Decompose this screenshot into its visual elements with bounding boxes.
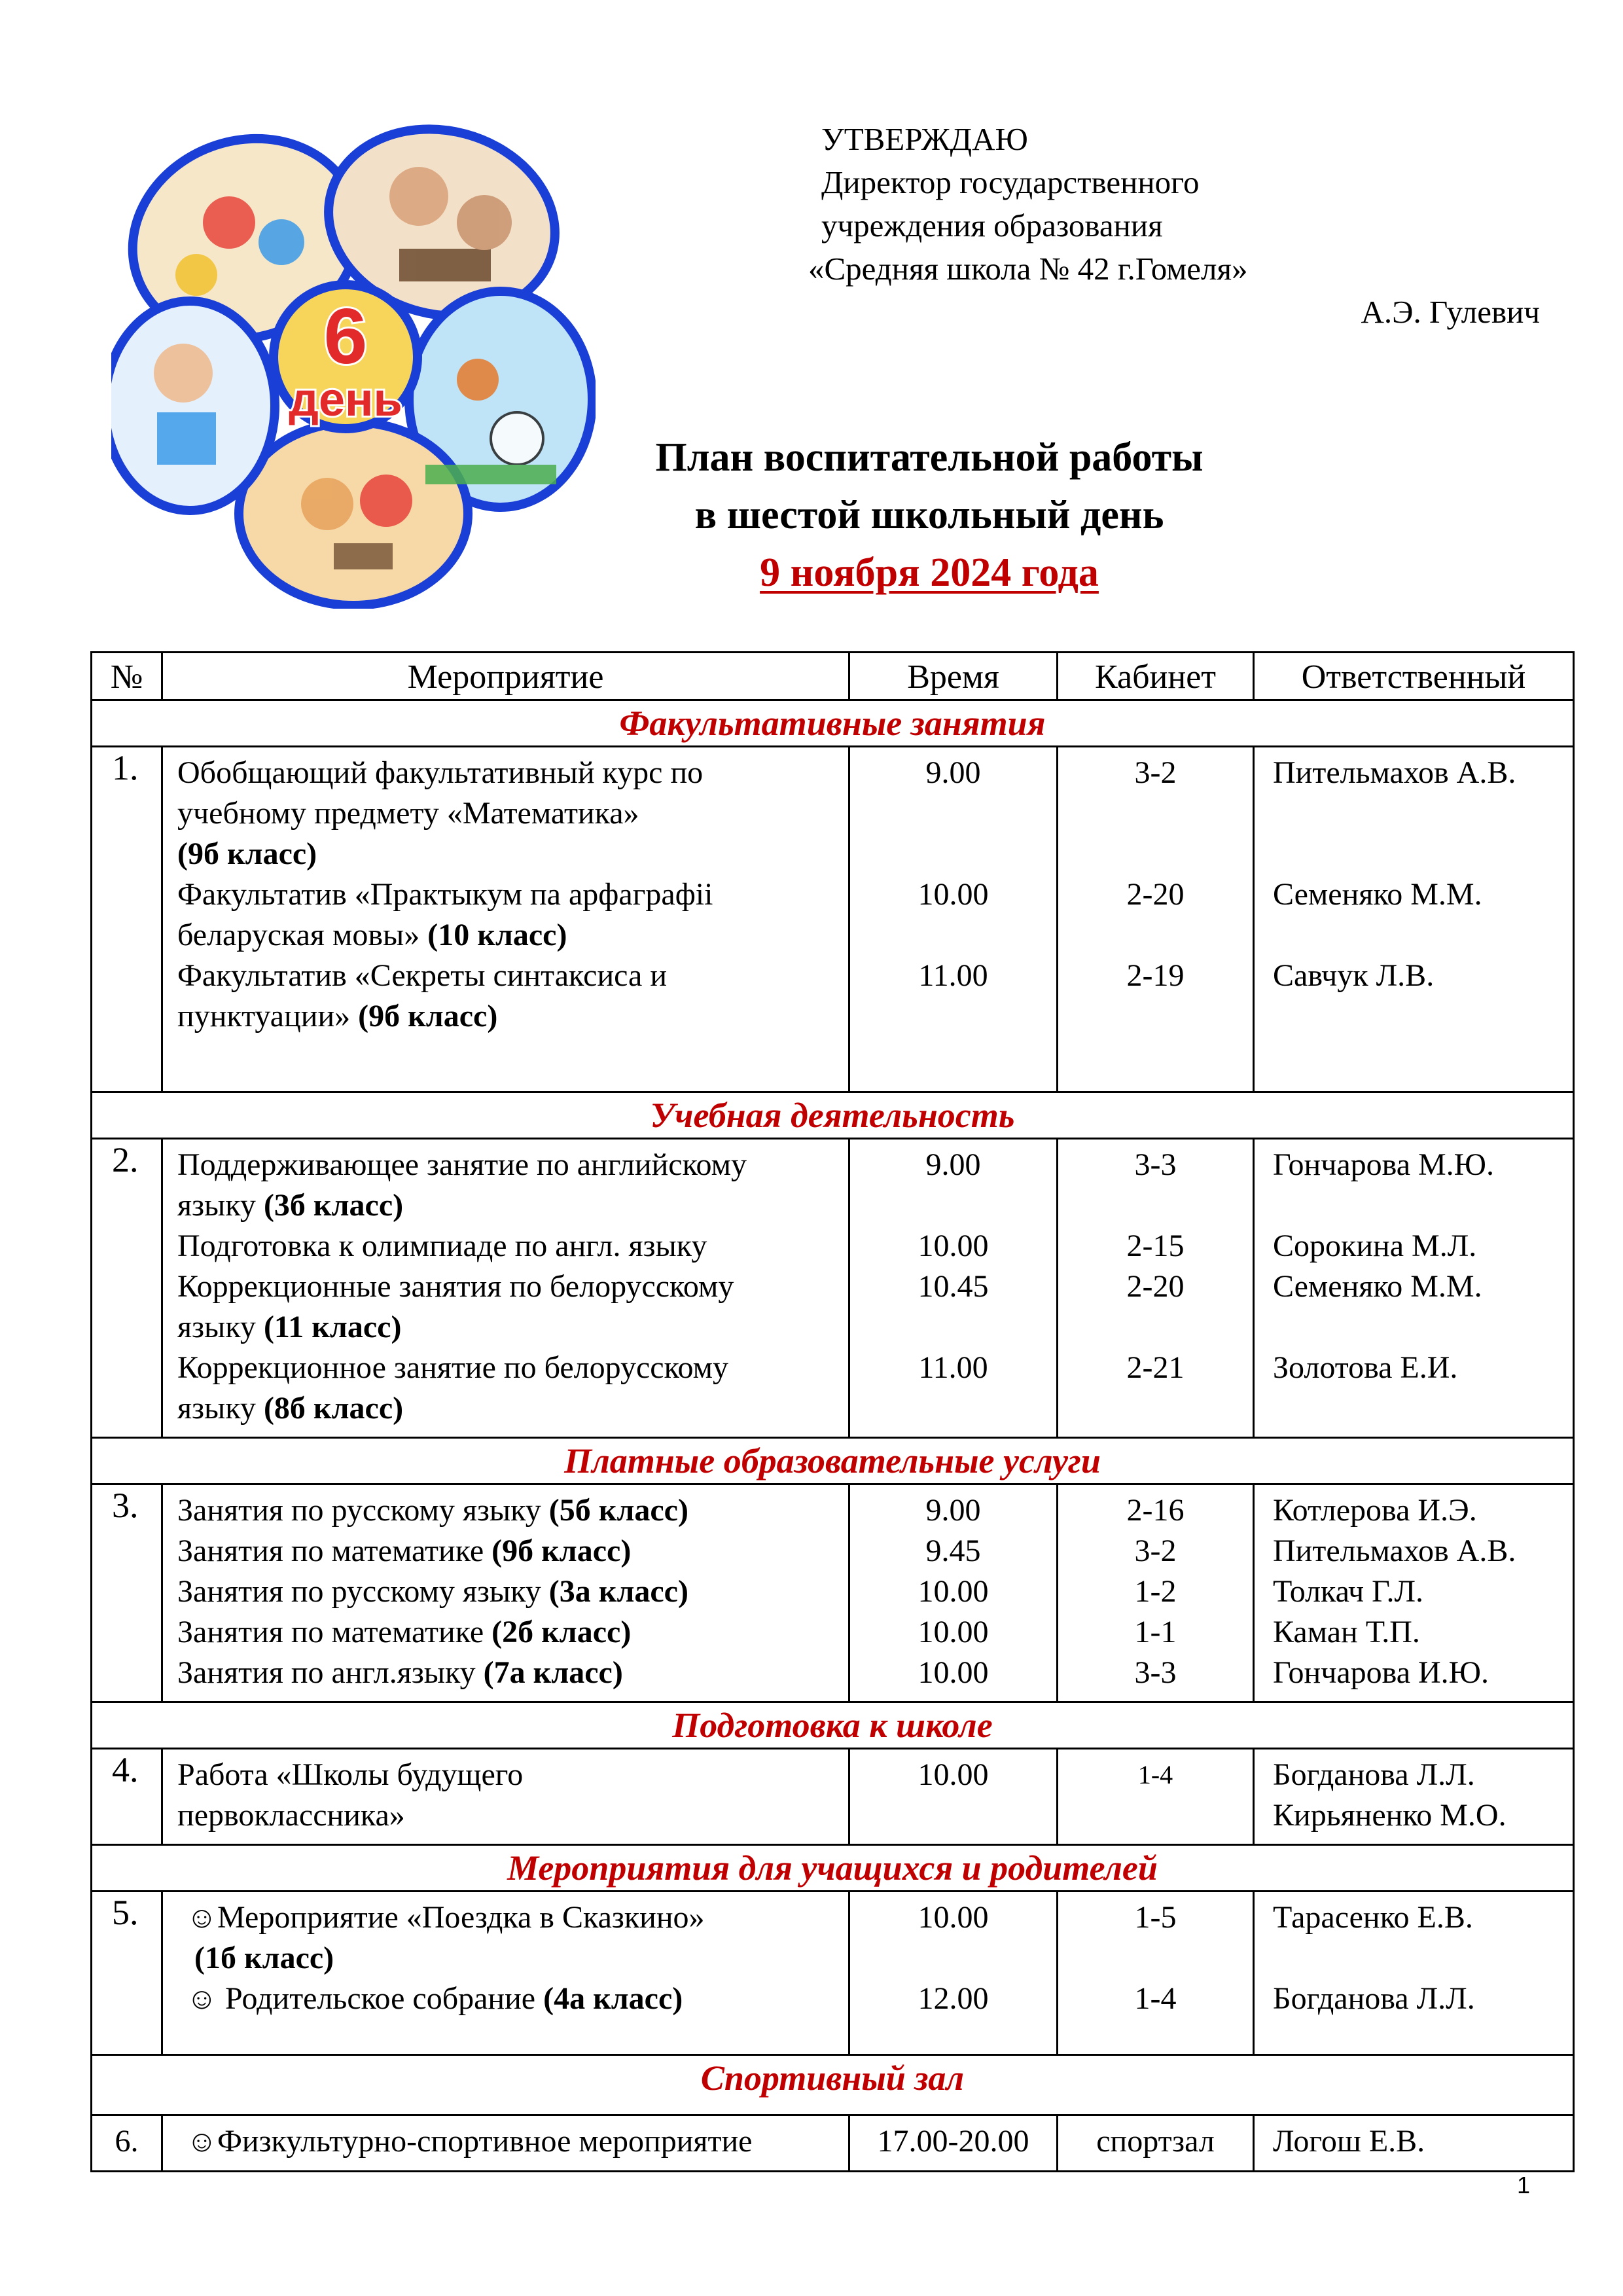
section-title: Спортивный зал <box>92 2055 1574 2115</box>
row-number: 2. <box>92 1139 162 1438</box>
section-title: Платные образовательные услуги <box>92 1438 1574 1484</box>
approval-institution: учреждения образования <box>821 207 1163 243</box>
approval-block <box>808 118 1561 334</box>
table-row <box>92 747 1574 1092</box>
table-row <box>92 1484 1574 1702</box>
responsible-cell: Гончарова М.Ю. Сорокина М.Л. Семеняко М.М. Золотова Е.И. <box>1254 1139 1574 1438</box>
time-cell: 10.00 <box>849 1749 1058 1845</box>
title-line-2: в шестой школьный день <box>694 493 1164 537</box>
section-title: Учебная деятельность <box>92 1092 1574 1139</box>
responsible-cell: Тарасенко Е.В. Богданова Л.Л. <box>1254 1892 1574 2055</box>
table-row <box>92 1749 1574 1845</box>
table-row <box>92 2115 1574 2172</box>
header-responsible: Ответственный <box>1254 653 1574 700</box>
title-date: 9 ноября 2024 года <box>760 550 1099 595</box>
section-row <box>92 1438 1574 1484</box>
event-cell: Обобщающий факультативный курс по учебному предмету «Математика» (9б класс) Факультатив «Практыкум па арфаграфіі беларуская мовы» (10 класс) Факультатив «Секреты синтаксиса и пунктуации» (9б класс) <box>162 747 849 1092</box>
plan-table <box>90 651 1575 2172</box>
page-number: 1 <box>1517 2172 1531 2198</box>
section-row <box>92 1092 1574 1139</box>
approval-school: «Средняя школа № 42 г.Гомеля» <box>808 251 1248 287</box>
responsible-cell: Пительмахов А.В. Семеняко М.М. Савчук Л.В. <box>1254 747 1574 1092</box>
header-time: Время <box>849 653 1058 700</box>
room-cell: спортзал <box>1058 2115 1254 2172</box>
table-row <box>92 1892 1574 2055</box>
approval-heading: УТВЕРЖДАЮ <box>821 121 1028 157</box>
smiley-icon: ☺ <box>187 2125 217 2158</box>
room-cell: 2-16 3-2 1-2 1-1 3-3 <box>1058 1484 1254 1702</box>
event-cell: Занятия по русскому языку (5б класс) Занятия по математике (9б класс) Занятия по русскому языку (3а класс) Занятия по математике (2б класс) Занятия по англ.языку (7а класс) <box>162 1484 849 1702</box>
responsible-cell: Богданова Л.Л. Кирьяненко М.О. <box>1254 1749 1574 1845</box>
responsible-cell: Логош Е.В. <box>1254 2115 1574 2172</box>
time-cell: 10.00 12.00 <box>849 1892 1058 2055</box>
responsible-cell: Котлерова И.Э. Пительмахов А.В. Толкач Г.Л. Каман Т.П. Гончарова И.Ю. <box>1254 1484 1574 1702</box>
room-cell: 1-5 1-4 <box>1058 1892 1254 2055</box>
time-cell: 17.00-20.00 <box>849 2115 1058 2172</box>
room-cell: 1-4 <box>1058 1749 1254 1845</box>
table-header-row <box>92 653 1574 700</box>
row-number: 3. <box>92 1484 162 1702</box>
event-cell: ☺Физкультурно-спортивное мероприятие <box>162 2115 849 2172</box>
header-room: Кабинет <box>1058 653 1254 700</box>
logo-word: день <box>289 374 402 426</box>
event-cell: Поддерживающее занятие по английскому языку (3б класс) Подготовка к олимпиаде по англ. языку Коррекционные занятия по белорусскому языку (11 класс) Коррекционное занятие по белорусскому языку (8б класс) <box>162 1139 849 1438</box>
header-num: № <box>92 653 162 700</box>
document-title <box>537 429 1322 601</box>
room-cell: 3-3 2-15 2-20 2-21 <box>1058 1139 1254 1438</box>
event-cell: ☺Мероприятие «Поездка в Сказкино» (1б класс) ☺ Родительское собрание (4а класс) <box>162 1892 849 2055</box>
approval-signature: А.Э. Гулевич <box>1361 294 1540 330</box>
event-cell: Работа «Школы будущего первоклассника» <box>162 1749 849 1845</box>
logo-number: 6 <box>323 293 368 380</box>
table-row <box>92 1139 1574 1438</box>
section-title: Мероприятия для учащихся и родителей <box>92 1845 1574 1892</box>
flower-logo <box>111 124 596 609</box>
time-cell: 9.00 10.00 10.45 11.00 <box>849 1139 1058 1438</box>
approval-position: Директор государственного <box>821 164 1200 200</box>
time-cell: 9.00 9.45 10.00 10.00 10.00 <box>849 1484 1058 1702</box>
row-number: 1. <box>92 747 162 1092</box>
room-cell: 3-2 2-20 2-19 <box>1058 747 1254 1092</box>
section-title: Подготовка к школе <box>92 1702 1574 1749</box>
row-number: 6. <box>92 2115 162 2172</box>
section-title: Факультативные занятия <box>92 700 1574 747</box>
smiley-icon: ☺ <box>187 1982 217 2015</box>
section-row <box>92 700 1574 747</box>
section-row <box>92 1845 1574 1892</box>
section-row <box>92 2055 1574 2115</box>
smiley-icon: ☺ <box>187 1901 217 1934</box>
time-cell: 9.00 10.00 11.00 <box>849 747 1058 1092</box>
row-number: 5. <box>92 1892 162 2055</box>
header-event: Мероприятие <box>162 653 849 700</box>
section-row <box>92 1702 1574 1749</box>
title-line-1: План воспитательной работы <box>655 435 1204 480</box>
row-number: 4. <box>92 1749 162 1845</box>
